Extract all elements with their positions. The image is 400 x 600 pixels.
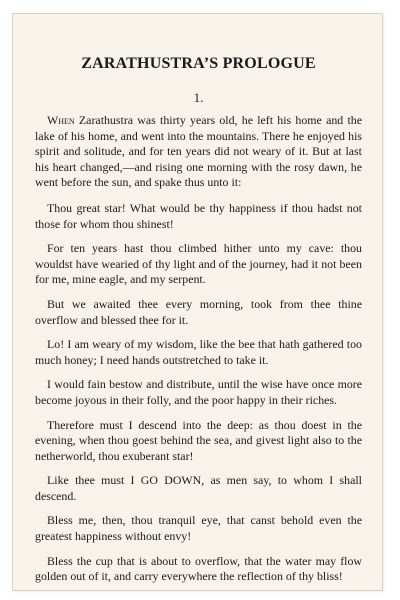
- section-number: 1.: [193, 90, 204, 105]
- paragraph: For ten years hast thou climbed hither unto my cave: thou wouldst have wearied of thy light and of the journey, had it not been for me, mine eagle, and my serpent.: [35, 241, 362, 287]
- paragraph: Thou great star! What would be thy happiness if thou hadst not those for whom thou shinest!: [35, 200, 362, 231]
- page-content: [35, 54, 362, 591]
- chapter-title: ZARATHUSTRA’S PROLOGUE: [81, 55, 316, 72]
- paragraph: Lo! I am weary of my wisdom, like the bee that hath gathered too much honey; I need hands outstretched to take it.: [35, 337, 362, 367]
- paragraph: Bless the cup that is about to overflow, that the water may flow golden out of it, and carry everywhere the reflection of thy bliss!: [35, 553, 362, 584]
- lead-word: When: [47, 113, 75, 127]
- paragraph: But we awaited thee every morning, took from thee thine overflow and blessed thee for it.: [35, 296, 362, 327]
- paragraph: Like thee must I GO DOWN, as men say, to whom I shall descend.: [35, 473, 362, 503]
- paragraph: [35, 113, 362, 191]
- paragraph: Therefore must I descend into the deep: as thou doest in the evening, when thou goest behind the sea, and givest light also to the netherworld, thou exuberant star!: [35, 417, 362, 463]
- book-page: [12, 13, 383, 591]
- paragraph: Bless me, then, thou tranquil eye, that canst behold even the greatest happiness without envy!: [35, 513, 362, 544]
- paragraph: I would fain bestow and distribute, until the wise have once more become joyous in their folly, and the poor happy in their riches.: [35, 377, 362, 407]
- paragraph-text: Zarathustra was thirty years old, he left his home and the lake of his home, and went into the mountains. There he enjoyed his spirit and solitude, and for ten years did not weary of it. But at last his heart changed,—and rising one morning with the rosy dawn, he went before the sun, and spake thus unto it:: [35, 113, 362, 190]
